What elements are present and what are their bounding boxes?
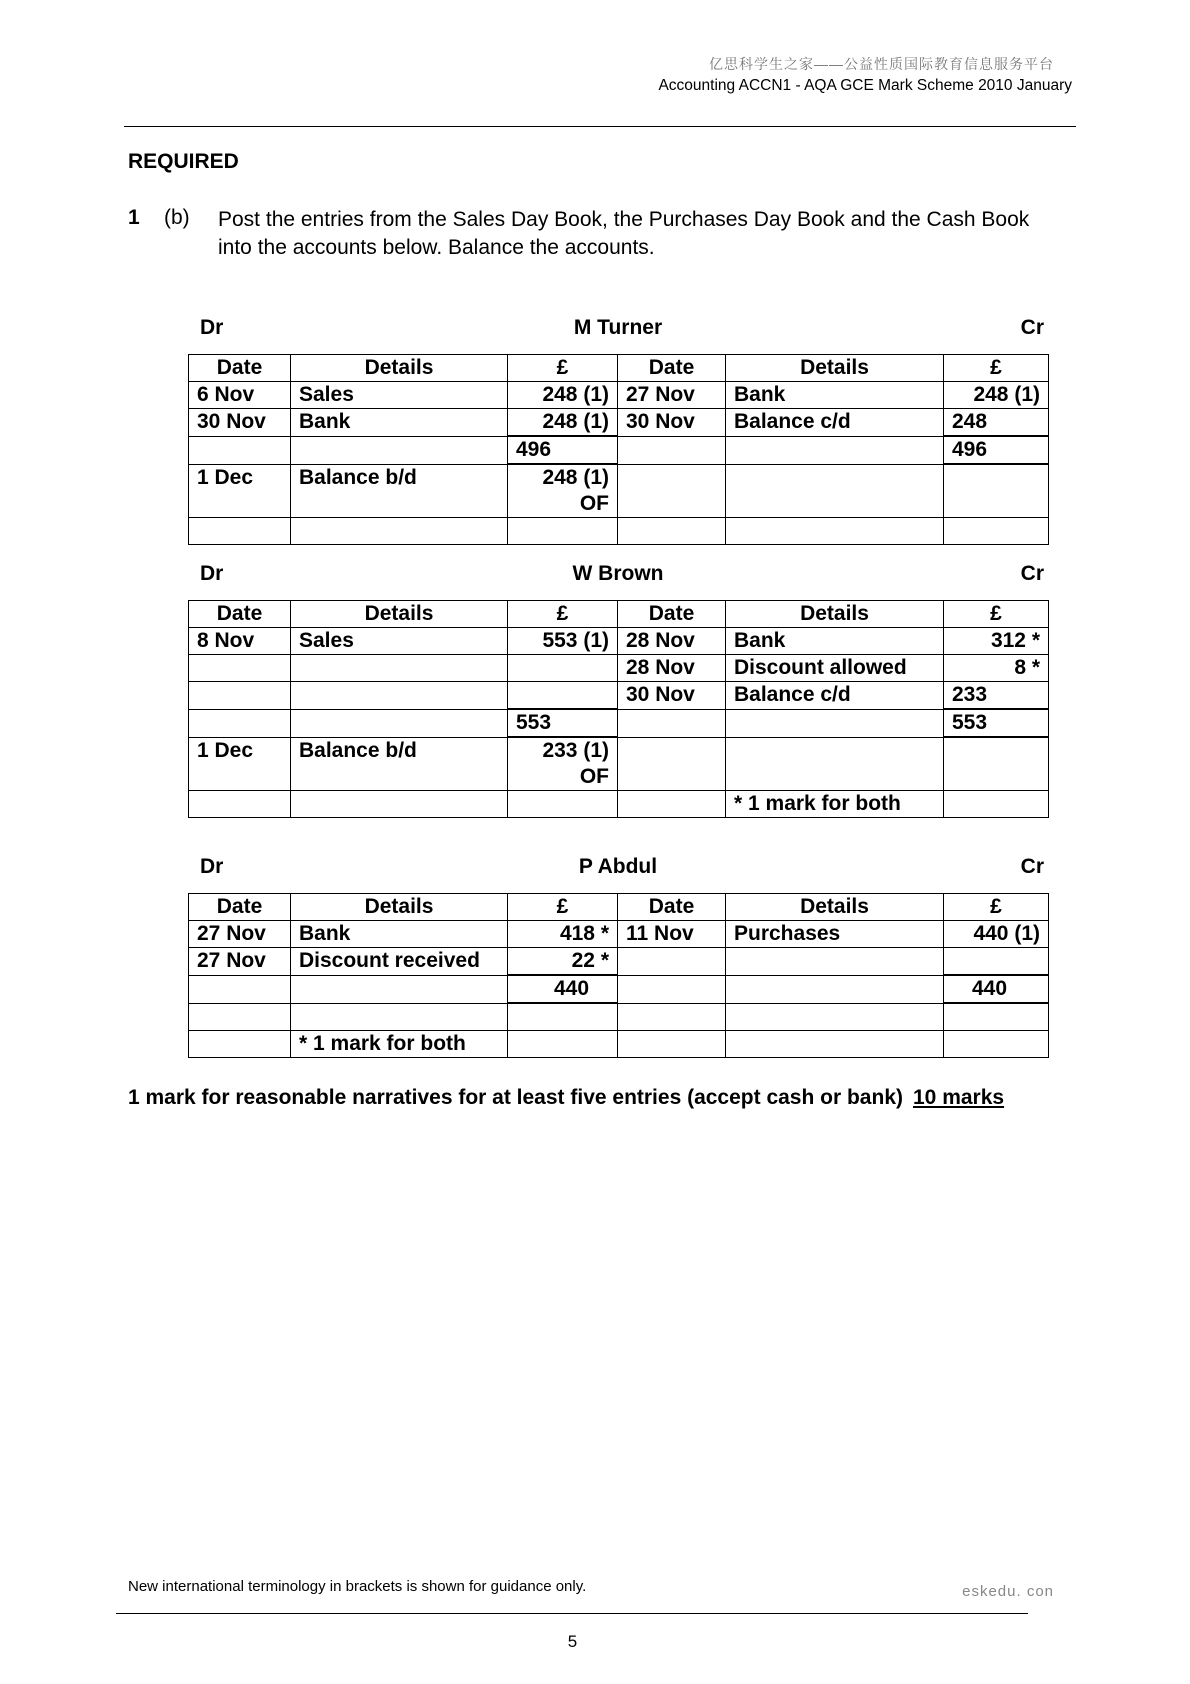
table-row	[189, 382, 1049, 409]
totals-row	[189, 436, 1049, 464]
cell	[189, 655, 291, 682]
cell	[508, 682, 618, 710]
cell	[944, 791, 1049, 818]
cell	[291, 682, 508, 710]
cell	[189, 1031, 291, 1058]
cell: Balance b/d	[291, 737, 508, 791]
cell: 248 (1)	[508, 382, 618, 409]
table-row	[189, 737, 1049, 791]
table-row	[189, 518, 1049, 545]
cell: 312 *	[944, 628, 1049, 655]
account-m-turner	[188, 316, 1048, 515]
question-text: Post the entries from the Sales Day Book, the Purchases Day Book and the Cash Book into the accounts below. Balance the accounts.	[218, 208, 1030, 259]
cell	[618, 518, 726, 545]
cell: Purchases	[726, 921, 944, 948]
totals-row	[189, 709, 1049, 737]
col-details-dr: Details	[291, 355, 508, 382]
col-amount-dr: £	[508, 601, 618, 628]
cell	[618, 948, 726, 976]
cell	[726, 518, 944, 545]
footer-rule	[116, 1613, 1028, 1614]
cell: Bank	[291, 409, 508, 437]
table-row	[189, 655, 1049, 682]
cell: Sales	[291, 628, 508, 655]
account-w-brown	[188, 562, 1048, 815]
cell	[726, 1031, 944, 1058]
cell	[618, 1003, 726, 1031]
cell: 8 Nov	[189, 628, 291, 655]
col-details-cr: Details	[726, 894, 944, 921]
cell: 27 Nov	[618, 382, 726, 409]
cell: Bank	[726, 382, 944, 409]
total-marks: 10 marks	[913, 1086, 1005, 1109]
cell	[618, 436, 726, 464]
col-date-dr: Date	[189, 601, 291, 628]
cr-label: Cr	[1020, 562, 1044, 585]
cell	[189, 975, 291, 1003]
cell	[291, 709, 508, 737]
header-rule	[124, 126, 1076, 127]
cell: 8 *	[944, 655, 1049, 682]
col-date-cr: Date	[618, 355, 726, 382]
cell: 418 *	[508, 921, 618, 948]
cell: 233	[944, 682, 1049, 710]
cell	[508, 518, 618, 545]
header-chinese-text: 亿思科学生之家——公益性质国际教育信息服务平台	[709, 56, 1054, 72]
col-date-dr: Date	[189, 894, 291, 921]
table-row	[189, 628, 1049, 655]
cell: 28 Nov	[618, 655, 726, 682]
cell	[189, 791, 291, 818]
cell	[944, 737, 1049, 791]
cell	[189, 1003, 291, 1031]
cell: 27 Nov	[189, 921, 291, 948]
cell	[944, 464, 1049, 518]
dr-label: Dr	[200, 316, 224, 339]
mark-note: * 1 mark for both	[291, 1031, 508, 1058]
cell	[508, 655, 618, 682]
amount: 233 (1)	[542, 739, 609, 762]
cell: 30 Nov	[618, 409, 726, 437]
cell	[508, 737, 618, 791]
mark-note: * 1 mark for both	[726, 791, 944, 818]
dr-label: Dr	[200, 562, 224, 585]
total-cell: 553	[944, 709, 1049, 737]
totals-row	[189, 975, 1049, 1003]
col-details-dr: Details	[291, 601, 508, 628]
cell	[618, 1031, 726, 1058]
total-cell: 440	[944, 975, 1049, 1003]
total-cell: 553	[508, 709, 618, 737]
cell: 30 Nov	[189, 409, 291, 437]
summary-text: 1 mark for reasonable narratives for at least five entries (accept cash or bank)	[128, 1086, 903, 1109]
header-row	[189, 355, 1049, 382]
cell	[189, 682, 291, 710]
table-row	[189, 948, 1049, 976]
cell: 30 Nov	[618, 682, 726, 710]
header-title: Accounting ACCN1 - AQA GCE Mark Scheme 2010 January	[658, 77, 1072, 94]
cell: Sales	[291, 382, 508, 409]
ledger-table	[188, 600, 1049, 818]
cell	[291, 655, 508, 682]
cell	[944, 518, 1049, 545]
col-details-cr: Details	[726, 601, 944, 628]
col-details-dr: Details	[291, 894, 508, 921]
cell	[726, 436, 944, 464]
cell: 22 *	[508, 948, 618, 976]
col-details-cr: Details	[726, 355, 944, 382]
cell: 440 (1)	[944, 921, 1049, 948]
cell	[189, 436, 291, 464]
dr-label: Dr	[200, 855, 224, 878]
header-row	[189, 894, 1049, 921]
account-header	[188, 316, 1048, 346]
cell	[618, 791, 726, 818]
account-name: P Abdul	[578, 855, 658, 878]
cell	[291, 975, 508, 1003]
account-name: W Brown	[572, 562, 664, 585]
col-date-cr: Date	[618, 601, 726, 628]
cell	[189, 709, 291, 737]
cell	[291, 518, 508, 545]
col-amount-dr: £	[508, 894, 618, 921]
cell	[508, 464, 618, 518]
cell	[726, 464, 944, 518]
cell	[508, 1003, 618, 1031]
cell	[618, 737, 726, 791]
own-figure-label: OF	[579, 765, 609, 788]
required-heading: REQUIRED	[128, 150, 239, 173]
table-row	[189, 791, 1049, 818]
account-name: M Turner	[573, 316, 663, 339]
ledger-table	[188, 893, 1049, 1058]
cell	[726, 1003, 944, 1031]
cell: Balance c/d	[726, 409, 944, 437]
cell	[618, 709, 726, 737]
col-date-cr: Date	[618, 894, 726, 921]
header-row	[189, 601, 1049, 628]
cr-label: Cr	[1020, 855, 1044, 878]
cell: 248	[944, 409, 1049, 437]
cell	[508, 791, 618, 818]
total-cell: 496	[508, 436, 618, 464]
total-cell: 496	[944, 436, 1049, 464]
amount: 248 (1)	[542, 466, 609, 489]
cell	[944, 948, 1049, 976]
col-amount-cr: £	[944, 601, 1049, 628]
cell: 1 Dec	[189, 737, 291, 791]
col-amount-cr: £	[944, 355, 1049, 382]
total-cell: 440	[508, 975, 618, 1003]
table-row	[189, 409, 1049, 437]
cell	[189, 518, 291, 545]
own-figure-label: OF	[579, 492, 609, 515]
cell	[618, 975, 726, 1003]
cell: 248 (1)	[944, 382, 1049, 409]
table-row	[189, 921, 1049, 948]
cell	[508, 1031, 618, 1058]
cell: Discount received	[291, 948, 508, 976]
cell: Balance c/d	[726, 682, 944, 710]
cell: 6 Nov	[189, 382, 291, 409]
cell: 248 (1)	[508, 409, 618, 437]
question-number: 1	[128, 206, 140, 229]
page-number: 5	[567, 1632, 578, 1651]
footer-note: New international terminology in brackets is shown for guidance only.	[128, 1578, 587, 1595]
ledger-table	[188, 354, 1049, 545]
table-row	[189, 1003, 1049, 1031]
cell: 27 Nov	[189, 948, 291, 976]
cell	[726, 948, 944, 976]
cell	[291, 1003, 508, 1031]
cell	[726, 737, 944, 791]
cell	[291, 436, 508, 464]
table-row	[189, 464, 1049, 518]
footer-watermark: eskedu. con	[962, 1583, 1054, 1600]
cell: 1 Dec	[189, 464, 291, 518]
cr-label: Cr	[1020, 316, 1044, 339]
cell	[726, 709, 944, 737]
account-header	[188, 562, 1048, 592]
cell: Bank	[726, 628, 944, 655]
table-row	[189, 682, 1049, 710]
question-part: (b)	[164, 206, 190, 229]
col-amount-cr: £	[944, 894, 1049, 921]
table-row	[189, 1031, 1049, 1058]
cell: Bank	[291, 921, 508, 948]
cell: 553 (1)	[508, 628, 618, 655]
cell	[291, 791, 508, 818]
cell: Balance b/d	[291, 464, 508, 518]
cell	[944, 1003, 1049, 1031]
col-amount-dr: £	[508, 355, 618, 382]
cell: 11 Nov	[618, 921, 726, 948]
cell	[618, 464, 726, 518]
account-p-abdul	[188, 855, 1048, 1055]
account-header	[188, 855, 1048, 885]
col-date-dr: Date	[189, 355, 291, 382]
cell: 28 Nov	[618, 628, 726, 655]
cell	[944, 1031, 1049, 1058]
cell: Discount allowed	[726, 655, 944, 682]
summary-line	[128, 1086, 1004, 1110]
cell	[726, 975, 944, 1003]
